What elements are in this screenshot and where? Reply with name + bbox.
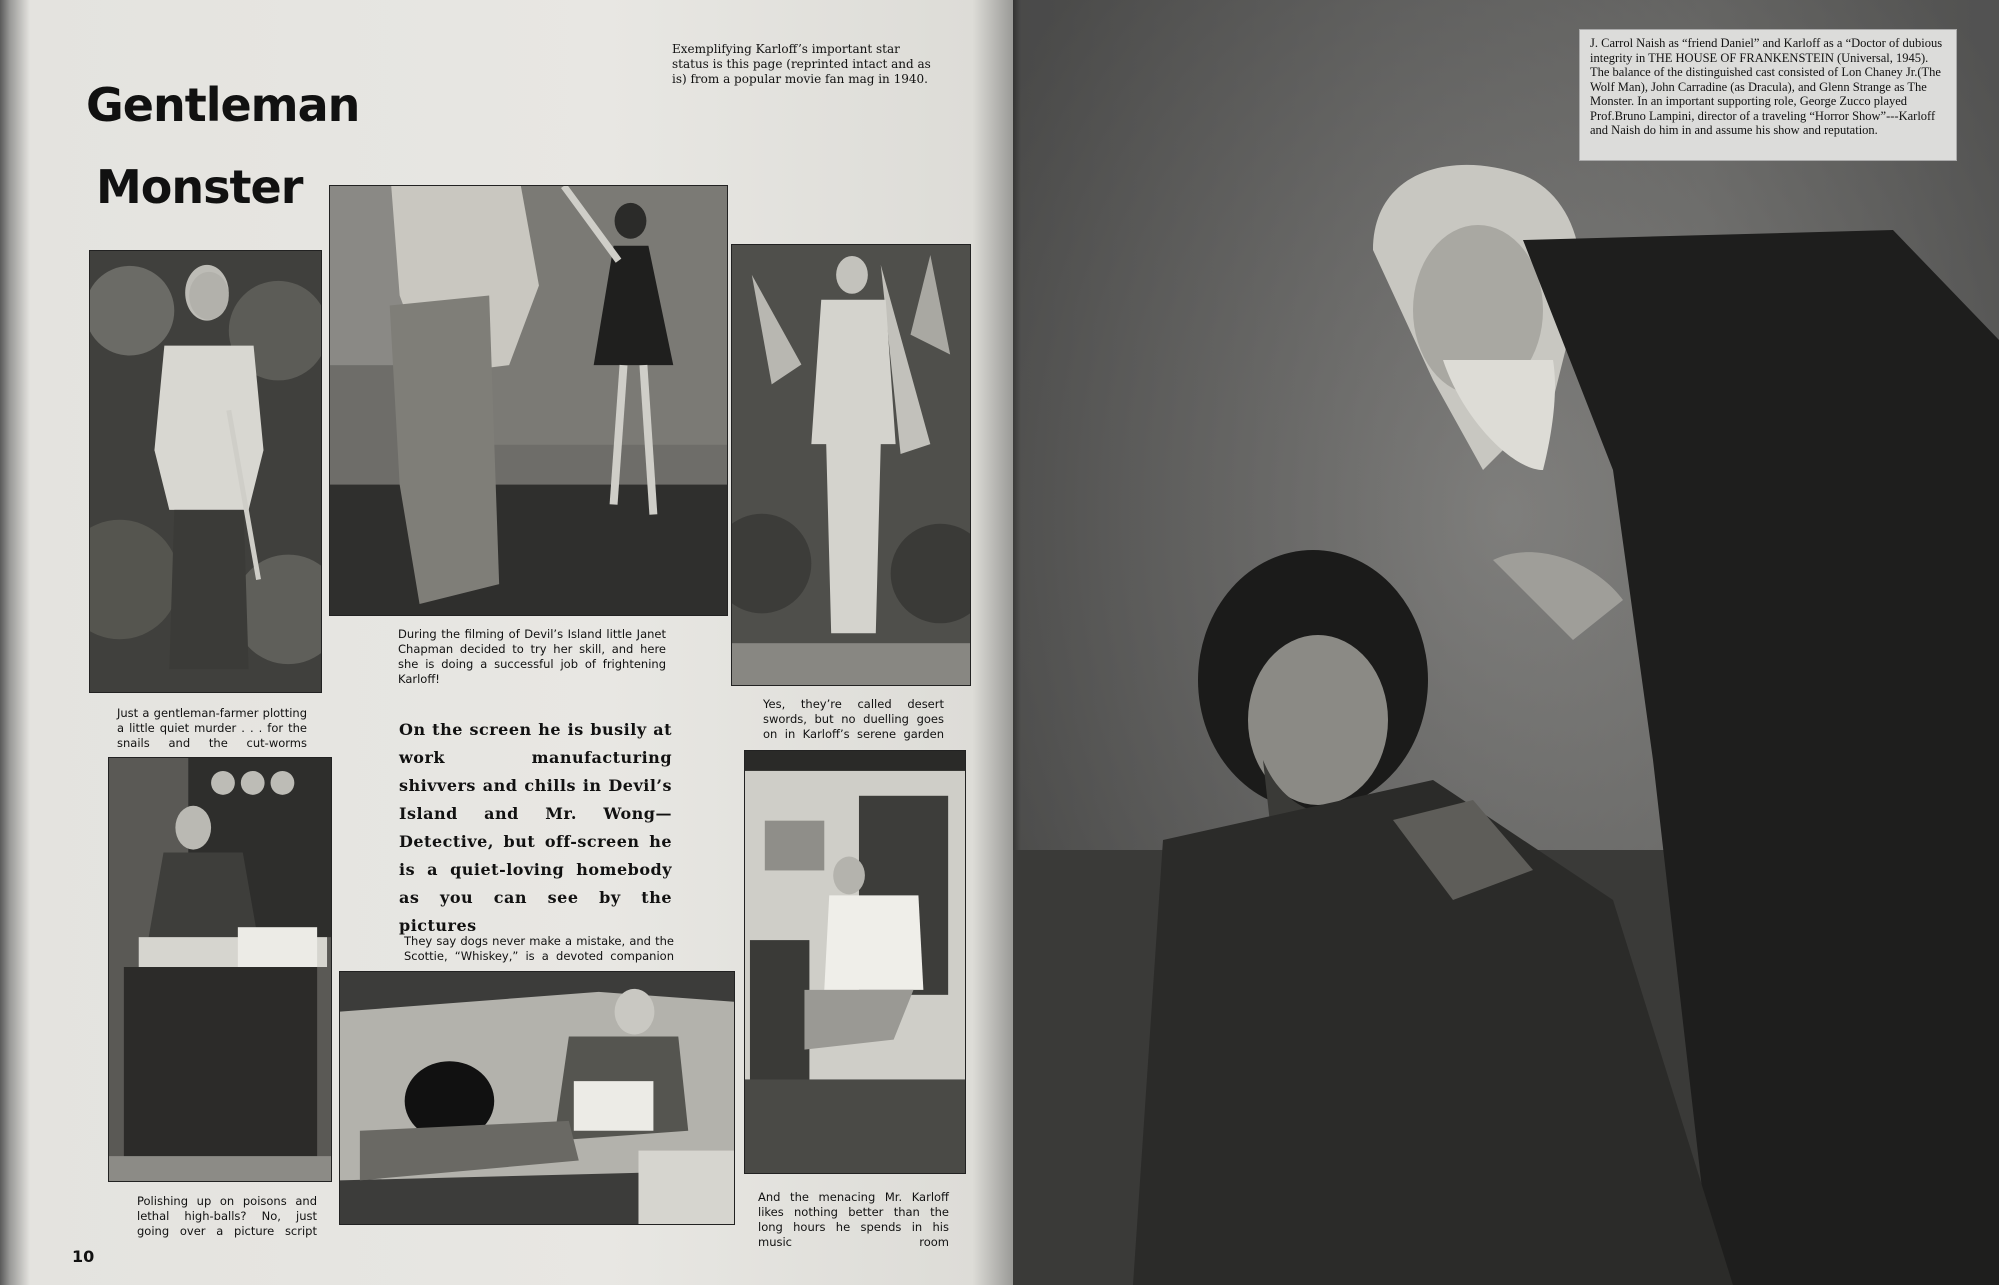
photo-gentleman-farmer	[89, 250, 322, 693]
caption-poisons-script: Polishing up on poisons and lethal high-balls? No, just going over a picture script	[137, 1194, 317, 1238]
photo-sofa-scottie	[339, 971, 735, 1225]
page-number: 10	[72, 1247, 95, 1266]
photo-desert-swords-garden	[731, 244, 971, 686]
caption-music-room: And the menacing Mr. Karloff likes nothing better than the long hours he spends in his music room	[758, 1190, 949, 1249]
caption-house-of-frankenstein: J. Carrol Naish as “friend Daniel” and Karloff as a “Doctor of dubious integrity in THE HOUSE OF FRANKENSTEIN (Universal, 1945). The balance of the distinguished cast consisted of Lon Chaney Jr.(The Wolf Man), John Carradine (as Dracula), and Glenn Strange as The Monster. In an important supporting role, George Zucco played Prof.Bruno Lampini, director of a traveling “Horror Show”---Karloff and Naish do him in and assume his show and reputation.	[1579, 29, 1957, 161]
right-magazine-page	[1013, 0, 1999, 1285]
lede-paragraph: On the screen he is busily at work manufacturing shivvers and chills in Devil’s Island and Mr. Wong—Detective, but off-screen he is a quiet-loving homebody as you can see by the pictures	[399, 720, 672, 935]
photo-house-of-frankenstein-still	[1013, 0, 1999, 1285]
photo-devils-island-filming	[329, 185, 728, 616]
caption-desert-swords: Yes, they’re called desert swords, but no duelling goes on in Karloff’s serene garden	[763, 697, 944, 741]
caption-gentleman-farmer: Just a gentleman-farmer plotting a little quiet murder . . . for the snails and the cut-worms	[117, 706, 307, 750]
photo-desk-script	[108, 757, 332, 1182]
intro-note: Exemplifying Karloff’s important star status is this page (reprinted intact and as is) from a popular movie fan mag in 1940.	[672, 42, 931, 86]
headline-line1: Gentleman	[86, 78, 360, 132]
headline-line2: Monster	[96, 160, 303, 214]
photo-music-room	[744, 750, 966, 1174]
caption-scottie-dog: They say dogs never make a mistake, and the Scottie, “Whiskey,” is a devoted companion	[404, 934, 674, 963]
caption-devils-island-filming: During the filming of Devil’s Island little Janet Chapman decided to try her skill, and here she is doing a successful job of frightening Karloff!	[398, 627, 666, 686]
